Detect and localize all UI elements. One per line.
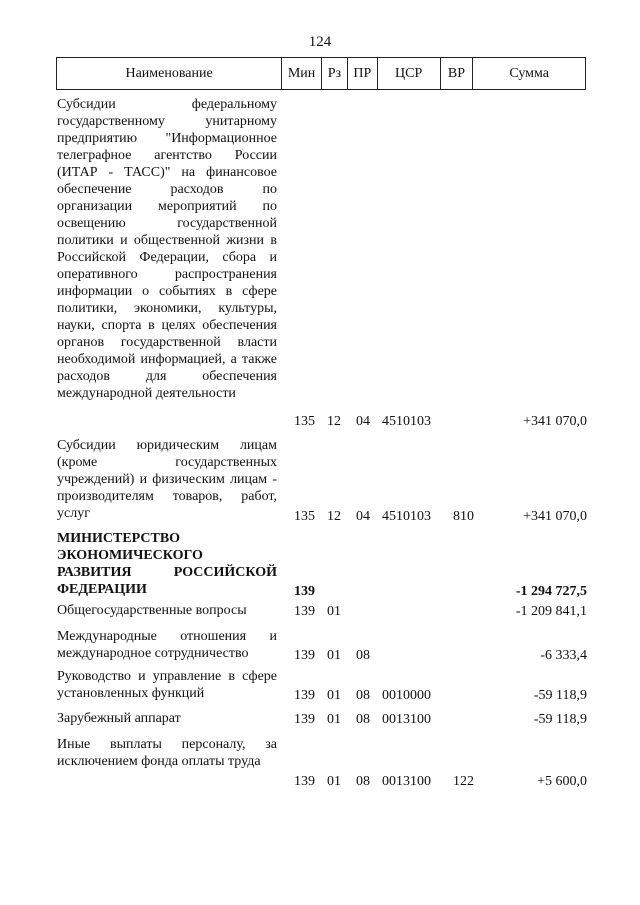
- row-min: 135: [294, 414, 315, 429]
- header-name: Наименование: [57, 58, 282, 89]
- row-rz: 01: [327, 688, 341, 703]
- row-vr: 122: [453, 774, 474, 789]
- row-rz: 01: [327, 774, 341, 789]
- row-rz: 01: [327, 712, 341, 727]
- row-pr: 04: [356, 414, 370, 429]
- page-number: 124: [308, 34, 332, 50]
- row-min: 139: [294, 584, 315, 599]
- row-rz: 12: [327, 414, 341, 429]
- row-min: 139: [294, 604, 315, 619]
- table-row: [57, 710, 587, 728]
- row-pr: 08: [356, 712, 370, 727]
- row-vr: 810: [453, 509, 474, 524]
- table-row: [57, 736, 587, 790]
- row-csr: 4510103: [382, 414, 431, 429]
- header-csr: ЦСР: [378, 58, 441, 89]
- row-pr: 04: [356, 509, 370, 524]
- table-header: [56, 57, 586, 90]
- row-sum: -1 209 841,1: [515, 604, 587, 619]
- row-name: Общегосударственные вопросы: [57, 603, 247, 618]
- row-csr: 4510103: [382, 509, 431, 524]
- row-min: 139: [294, 712, 315, 727]
- table-row: [57, 628, 587, 664]
- table-row: [57, 602, 587, 620]
- header-vr: ВР: [441, 58, 474, 89]
- row-csr: 0013100: [382, 712, 431, 727]
- row-name: Зарубежный аппарат: [57, 711, 181, 726]
- row-min: 139: [294, 774, 315, 789]
- row-csr: 0013100: [382, 774, 431, 789]
- row-pr: 08: [356, 688, 370, 703]
- header-pr: ПР: [348, 58, 378, 89]
- row-sum: +341 070,0: [523, 414, 587, 429]
- row-name: Субсидии юридическим лицам (кроме государственных учреждений) и физическим лицам - производителям товаров, работ, услуг: [57, 438, 277, 521]
- header-min: Мин: [282, 58, 322, 89]
- row-sum: -6 333,4: [540, 648, 587, 663]
- row-rz: 01: [327, 604, 341, 619]
- row-sum: +341 070,0: [523, 509, 587, 524]
- row-rz: 01: [327, 648, 341, 663]
- row-sum: +5 600,0: [537, 774, 587, 789]
- table-row: [57, 96, 587, 430]
- header-rz: Рз: [322, 58, 348, 89]
- row-csr: 0010000: [382, 688, 431, 703]
- row-rz: 12: [327, 509, 341, 524]
- row-min: 135: [294, 509, 315, 524]
- table-row: [57, 437, 587, 525]
- row-pr: 08: [356, 648, 370, 663]
- table-row: [57, 668, 587, 704]
- row-name: Субсидии федеральному государственному унитарному предприятию "Информационное телеграфное агентство России (ИТАР - ТАСС)" на финансовое обеспечение расходов по организации мероприятий по освещению государственной политики и общественной жизни в Российской Федерации, сбора и оперативного распространения информации о событиях в сфере политики, экономики, культуры, науки, спорта в целях обеспечения органов государственной власти необходимой информацией, а также расходов для обеспечения международной деятельности: [57, 97, 277, 401]
- row-sum: -59 118,9: [533, 688, 587, 703]
- table-row: [57, 530, 587, 600]
- header-sum: Сумма: [509, 65, 550, 81]
- row-sum: -1 294 727,5: [515, 584, 587, 599]
- row-min: 139: [294, 688, 315, 703]
- row-name: Руководство и управление в сфере установленных функций: [57, 669, 277, 701]
- row-pr: 08: [356, 774, 370, 789]
- row-name: МИНИСТЕРСТВО ЭКОНОМИЧЕСКОГО РАЗВИТИЯ РОССИЙСКОЙ ФЕДЕРАЦИИ: [57, 531, 277, 597]
- row-name: Международные отношения и международное сотрудничество: [57, 629, 277, 661]
- row-min: 139: [294, 648, 315, 663]
- row-name: Иные выплаты персоналу, за исключением фонда оплаты труда: [57, 737, 277, 769]
- row-sum: -59 118,9: [533, 712, 587, 727]
